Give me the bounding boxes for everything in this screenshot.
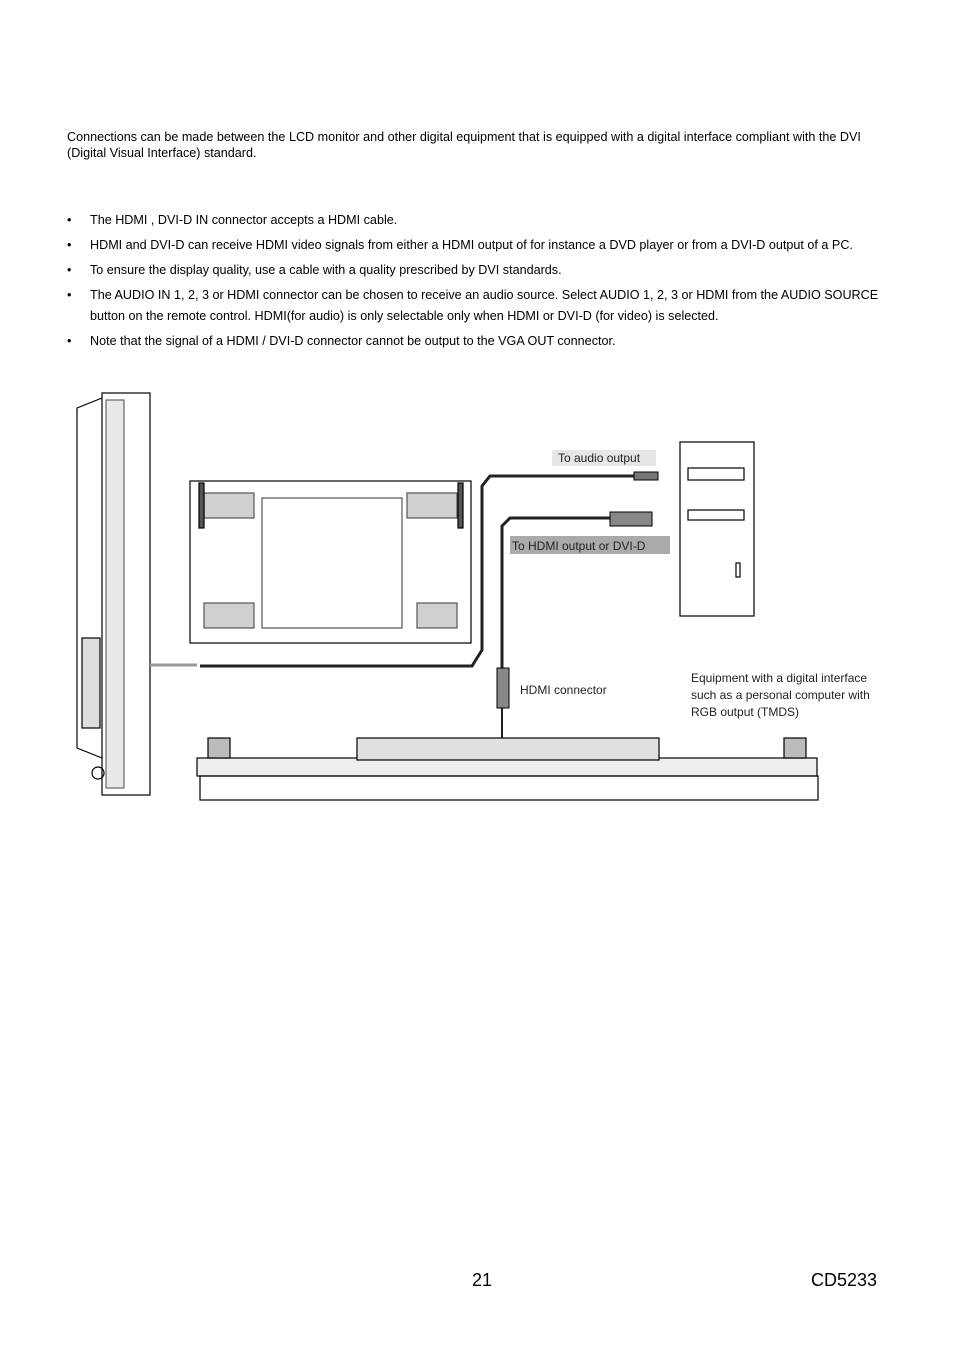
bullet: • [67,263,72,277]
monitor-side-view [77,393,197,795]
monitor-rear-view [190,481,471,643]
hdmi-output-label: To HDMI output or DVI-D [512,539,646,553]
bullet: • [67,288,72,302]
page-number: 21 [472,1270,493,1290]
hdmi-plug-monitor [497,668,509,708]
note-text: Note that the signal of a HDMI / DVI-D connector cannot be output to the VGA OUT connector. [90,334,616,348]
note-text: To ensure the display quality, use a cable with a quality prescribed by DVI standards. [90,263,562,277]
note-text: HDMI and DVI-D can receive HDMI video signals from either a HDMI output of for instance a DVD player or from a DVI-D output of a PC. [90,238,853,252]
bullet: • [67,213,72,227]
audio-output-label: To audio output [558,451,641,465]
monitor-bottom-view [197,738,818,800]
hdmi-plug-pc [610,512,652,526]
audio-plug [634,472,658,480]
intro-paragraph: Connections can be made between the LCD monitor and other digital equipment that is equipped with a digital interface compliant with the DVI (Digital Visual Interface) standard. [67,130,861,160]
list-item [67,260,897,281]
notes-list [67,210,897,356]
list-item [67,331,897,352]
connection-diagram [62,388,892,808]
computer-tower [680,442,754,616]
list-item [67,285,897,327]
equipment-label-line-2: such as a personal computer with [691,688,870,702]
equipment-label-line-3: RGB output (TMDS) [691,705,800,719]
bullet: • [67,334,72,348]
hdmi-connector-label: HDMI connector [520,683,607,697]
list-item [67,235,897,256]
bullet: • [67,238,72,252]
equipment-label-line-1: Equipment with a digital interface [691,671,868,685]
list-item [67,210,897,231]
model-number: CD5233 [811,1270,878,1290]
note-text: The AUDIO IN 1, 2, 3 or HDMI connector can be chosen to receive an audio source. Select AUDIO 1, 2, 3 or HDMI from the AUDIO SOURCE button on the remote control. HDMI(for audio) is only selectable only when HDMI or DVI-D (for video) is selected. [90,288,879,323]
note-text: The HDMI , DVI-D IN connector accepts a HDMI cable. [90,213,398,227]
